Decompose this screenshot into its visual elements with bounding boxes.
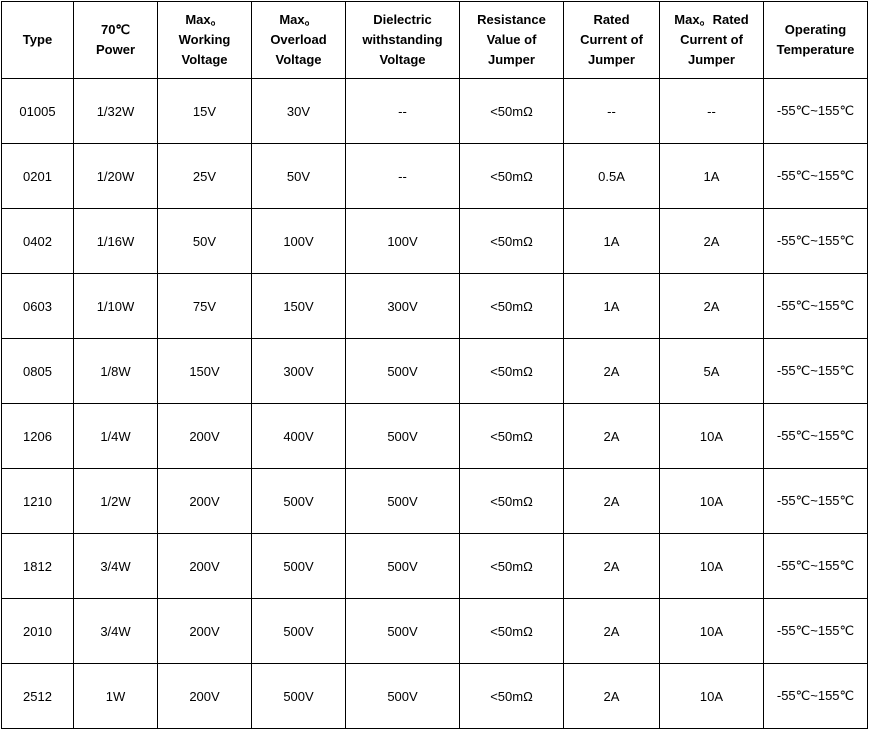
cell-type: 1210	[2, 469, 74, 534]
cell-type: 1812	[2, 534, 74, 599]
cell-operating-temperature: -55℃~155℃	[764, 79, 868, 144]
table-row	[2, 274, 868, 339]
cell-jumper-resistance: <50mΩ	[460, 209, 564, 274]
cell-power: 1W	[74, 664, 158, 729]
cell-rated-current: 2A	[564, 664, 660, 729]
cell-max-rated-current: 10A	[660, 534, 764, 599]
cell-overload-voltage: 500V	[252, 534, 346, 599]
cell-type: 0201	[2, 144, 74, 209]
header-dielectric-voltage: Dielectric withstanding Voltage	[346, 2, 460, 79]
cell-working-voltage: 200V	[158, 534, 252, 599]
cell-working-voltage: 200V	[158, 599, 252, 664]
cell-dielectric-voltage: 500V	[346, 534, 460, 599]
cell-overload-voltage: 400V	[252, 404, 346, 469]
table-row	[2, 664, 868, 729]
cell-jumper-resistance: <50mΩ	[460, 339, 564, 404]
cell-type: 0805	[2, 339, 74, 404]
table-row	[2, 209, 868, 274]
resistor-spec-table	[1, 1, 868, 729]
table-row	[2, 599, 868, 664]
cell-rated-current: 2A	[564, 339, 660, 404]
cell-dielectric-voltage: 500V	[346, 339, 460, 404]
cell-max-rated-current: 2A	[660, 209, 764, 274]
cell-rated-current: 2A	[564, 404, 660, 469]
cell-power: 1/16W	[74, 209, 158, 274]
header-power: 70℃ Power	[74, 2, 158, 79]
cell-power: 1/8W	[74, 339, 158, 404]
cell-operating-temperature: -55℃~155℃	[764, 144, 868, 209]
cell-working-voltage: 200V	[158, 664, 252, 729]
cell-working-voltage: 75V	[158, 274, 252, 339]
cell-jumper-resistance: <50mΩ	[460, 79, 564, 144]
cell-type: 0603	[2, 274, 74, 339]
header-row	[2, 2, 868, 79]
cell-rated-current: 0.5A	[564, 144, 660, 209]
cell-jumper-resistance: <50mΩ	[460, 534, 564, 599]
table-row	[2, 404, 868, 469]
cell-jumper-resistance: <50mΩ	[460, 664, 564, 729]
cell-dielectric-voltage: 500V	[346, 664, 460, 729]
cell-working-voltage: 150V	[158, 339, 252, 404]
cell-operating-temperature: -55℃~155℃	[764, 339, 868, 404]
cell-rated-current: 1A	[564, 209, 660, 274]
cell-dielectric-voltage: --	[346, 144, 460, 209]
cell-working-voltage: 200V	[158, 469, 252, 534]
cell-dielectric-voltage: 500V	[346, 404, 460, 469]
cell-max-rated-current: 10A	[660, 404, 764, 469]
header-jumper-resistance: Resistance Value of Jumper	[460, 2, 564, 79]
cell-jumper-resistance: <50mΩ	[460, 404, 564, 469]
cell-jumper-resistance: <50mΩ	[460, 599, 564, 664]
cell-jumper-resistance: <50mΩ	[460, 469, 564, 534]
cell-type: 2512	[2, 664, 74, 729]
cell-power: 1/2W	[74, 469, 158, 534]
cell-dielectric-voltage: 500V	[346, 469, 460, 534]
cell-overload-voltage: 300V	[252, 339, 346, 404]
cell-rated-current: 1A	[564, 274, 660, 339]
cell-max-rated-current: 10A	[660, 664, 764, 729]
cell-overload-voltage: 30V	[252, 79, 346, 144]
cell-power: 1/32W	[74, 79, 158, 144]
cell-power: 1/20W	[74, 144, 158, 209]
table-row	[2, 79, 868, 144]
cell-power: 3/4W	[74, 599, 158, 664]
cell-operating-temperature: -55℃~155℃	[764, 209, 868, 274]
cell-dielectric-voltage: --	[346, 79, 460, 144]
cell-dielectric-voltage: 300V	[346, 274, 460, 339]
cell-operating-temperature: -55℃~155℃	[764, 469, 868, 534]
cell-jumper-resistance: <50mΩ	[460, 144, 564, 209]
cell-type: 1206	[2, 404, 74, 469]
cell-rated-current: 2A	[564, 599, 660, 664]
table-row	[2, 339, 868, 404]
cell-working-voltage: 25V	[158, 144, 252, 209]
cell-power: 1/4W	[74, 404, 158, 469]
cell-operating-temperature: -55℃~155℃	[764, 404, 868, 469]
cell-max-rated-current: 2A	[660, 274, 764, 339]
cell-jumper-resistance: <50mΩ	[460, 274, 564, 339]
header-rated-jumper-current: Rated Current of Jumper	[564, 2, 660, 79]
header-max-working-voltage: Max。 Working Voltage	[158, 2, 252, 79]
cell-working-voltage: 200V	[158, 404, 252, 469]
cell-operating-temperature: -55℃~155℃	[764, 534, 868, 599]
cell-working-voltage: 50V	[158, 209, 252, 274]
cell-max-rated-current: 5A	[660, 339, 764, 404]
cell-overload-voltage: 500V	[252, 469, 346, 534]
cell-power: 3/4W	[74, 534, 158, 599]
cell-overload-voltage: 500V	[252, 599, 346, 664]
table-row	[2, 144, 868, 209]
cell-overload-voltage: 500V	[252, 664, 346, 729]
cell-type: 2010	[2, 599, 74, 664]
header-operating-temperature: Operating Temperature	[764, 2, 868, 79]
header-max-rated-jumper-current: Max。Rated Current of Jumper	[660, 2, 764, 79]
cell-power: 1/10W	[74, 274, 158, 339]
cell-operating-temperature: -55℃~155℃	[764, 599, 868, 664]
cell-max-rated-current: --	[660, 79, 764, 144]
cell-type: 0402	[2, 209, 74, 274]
cell-dielectric-voltage: 100V	[346, 209, 460, 274]
cell-max-rated-current: 1A	[660, 144, 764, 209]
table-row	[2, 534, 868, 599]
cell-working-voltage: 15V	[158, 79, 252, 144]
cell-overload-voltage: 150V	[252, 274, 346, 339]
header-type: Type	[2, 2, 74, 79]
cell-dielectric-voltage: 500V	[346, 599, 460, 664]
cell-max-rated-current: 10A	[660, 599, 764, 664]
cell-rated-current: --	[564, 79, 660, 144]
cell-operating-temperature: -55℃~155℃	[764, 664, 868, 729]
cell-overload-voltage: 50V	[252, 144, 346, 209]
table-row	[2, 469, 868, 534]
cell-rated-current: 2A	[564, 469, 660, 534]
cell-type: 01005	[2, 79, 74, 144]
cell-operating-temperature: -55℃~155℃	[764, 274, 868, 339]
cell-rated-current: 2A	[564, 534, 660, 599]
cell-max-rated-current: 10A	[660, 469, 764, 534]
cell-overload-voltage: 100V	[252, 209, 346, 274]
header-max-overload-voltage: Max。 Overload Voltage	[252, 2, 346, 79]
